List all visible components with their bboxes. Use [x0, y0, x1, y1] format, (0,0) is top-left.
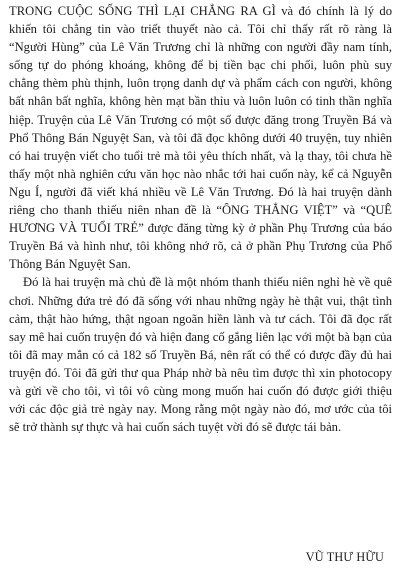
body-paragraph: Đó là hai truyện mà chủ đề là một nhóm thanh thiếu niên nghỉ hè về quê chơi. Những đứa trẻ đó đã sống với nhau những ngày hè thật vui, thật tình cảm, thật hào hứng, thật ngoan ngoãn hiền lành và tư cách. Tôi đã đọc rất say mê hai cuốn truyện đó và hiện đang cố gắng liên lạc với một bà bạn của tôi đã may mắn có cả 182 số Truyền Bá, nên rất có thể có được đầy đủ hai truyện đó. Tôi đã gửi thư qua Pháp nhờ bà nêu tìm được thì xin photocopy và gửi về cho tôi, vì tôi vô cùng mong muốn hai cuốn đó được giới thiệu với các độc giả trẻ ngày nay. Mong rằng một ngày nào đó, mơ ước của tôi sẽ trở thành sự thực và hai cuốn sách tuyệt vời đó sẽ được tái bản. — [9, 275, 392, 435]
author-signature: VŨ THƯ HỮU — [305, 550, 384, 564]
body-paragraph: TRONG CUỘC SỐNG THÌ LẠI CHẲNG RA GÌ và đó chính là lý do khiến tôi chẳng tin vào triết thuyết nào cả. Tôi chỉ thấy rất rõ ràng là “Người Hùng” của Lê Văn Trương chỉ là những con người đầy nam tính, sống tự do phóng khoáng, không để bị tiền bạc chi phối, luôn phù suy chẳng thèm phù thịnh, luôn trọng danh dự và phẩm cách con người, không bất nhân bất nghĩa, không hèn mạt bần thỉu và luôn luôn có tinh thần nghĩa hiệp. Truyện của Lê Văn Trương có một số được đăng trong Truyền Bá và Phổ Thông Bán Nguyệt San, và tôi đã đọc không dưới 40 truyện, tuy nhiên có hai truyện viết cho tuổi trẻ mà tôi yêu thích nhất, và lạ thay, tôi chưa hề thấy một nhà nghiên cứu văn học nào nhắc tới hai cuốn này, kể cả Nguyễn Ngu Í, người đã viết khá nhiều về Lê Văn Trương. Đó là hai truyện dành riêng cho thanh thiếu niên nhan đề là “ÔNG THẲNG VIỆT” và “QUÊ HƯƠNG VÀ TUỔI TRẺ” được đăng từng kỳ ở phần Phụ Trương của báo Truyền Bá và hình như, tôi không nhớ rõ, cả ở phần Phụ Trương của Phổ Thông Bán Nguyệt San. — [9, 4, 392, 272]
